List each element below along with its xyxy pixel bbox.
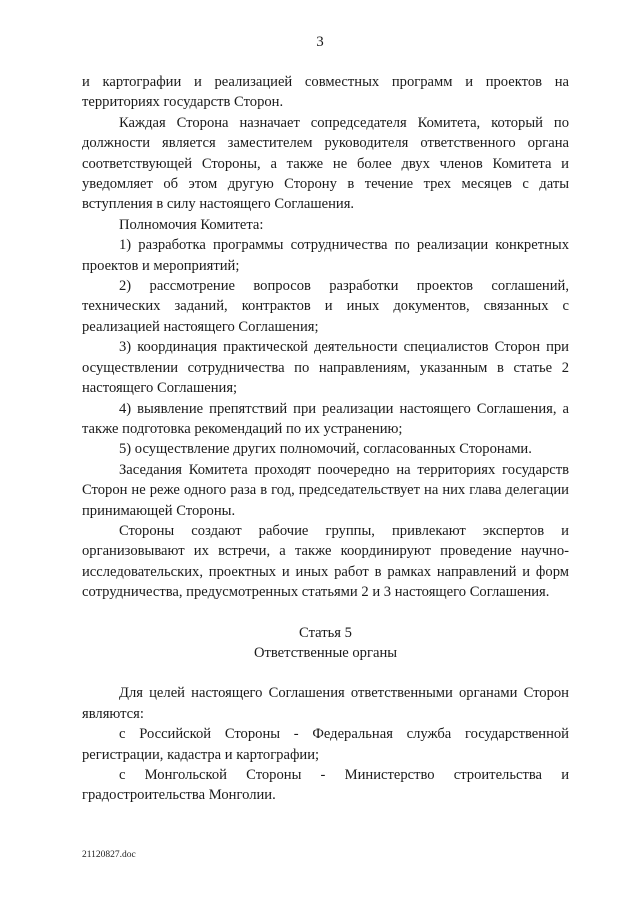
- article5-paragraph-russia: с Российской Стороны - Федеральная служба государственной регистрации, кадастра и картографии;: [82, 726, 569, 763]
- list-item-4: 4) выявление препятствий при реализации настоящего Соглашения, а также подготовка рекомендаций по их устранению;: [82, 400, 569, 437]
- list-item-3: 3) координация практической деятельности специалистов Сторон при осуществлении сотрудничества по направлениям, указанным в статье 2 настоящего Соглашения;: [82, 339, 569, 397]
- footer-filename: 21120827.doc: [82, 850, 136, 860]
- paragraph-powers-heading: Полномочия Комитета:: [119, 216, 264, 233]
- page-number: 3: [316, 34, 324, 50]
- article5-paragraph-mongolia: с Монгольской Стороны - Министерство строительства и градостроительства Монголии.: [82, 767, 569, 804]
- paragraph-working-groups: Стороны создают рабочие группы, привлекают экспертов и организовывают их встречи, а также координируют проведение научно-исследовательских, проектных и иных работ в рамках направлений и форм сотрудничества, предусмотренных статьями 2 и 3 настоящего Соглашения.: [82, 522, 569, 601]
- paragraph-cochair: Каждая Сторона назначает сопредседателя Комитета, который по должности является заместителем руководителя ответственного органа соответствующей Стороны, а также не более двух членов Комитета и уведомляет об этом другую Сторону в течение трех месяцев с даты вступления в силу настоящего Соглашения.: [82, 114, 569, 213]
- list-item-2: 2) рассмотрение вопросов разработки проектов соглашений, технических заданий, контрактов и иных документов, связанных с реализацией настоящего Соглашения;: [82, 278, 569, 335]
- paragraph-meetings: Заседания Комитета проходят поочередно на территориях государств Сторон не реже одного раза в год, председательствует на них глава делегации принимающей Стороны.: [82, 461, 569, 519]
- document-body: [82, 72, 569, 806]
- article-number: Статья 5: [299, 624, 352, 641]
- article-title: Ответственные органы: [253, 644, 398, 661]
- list-item-1: 1) разработка программы сотрудничества по реализации конкретных проектов и мероприятий;: [82, 237, 569, 274]
- article5-paragraph-intro: Для целей настоящего Соглашения ответственными органами Сторон являются:: [82, 685, 569, 722]
- list-item-5: 5) осуществление других полномочий, согласованных Сторонами.: [119, 441, 532, 458]
- paragraph-continuation: и картографии и реализацией совместных программ и проектов на территориях государств Сторон.: [82, 74, 569, 111]
